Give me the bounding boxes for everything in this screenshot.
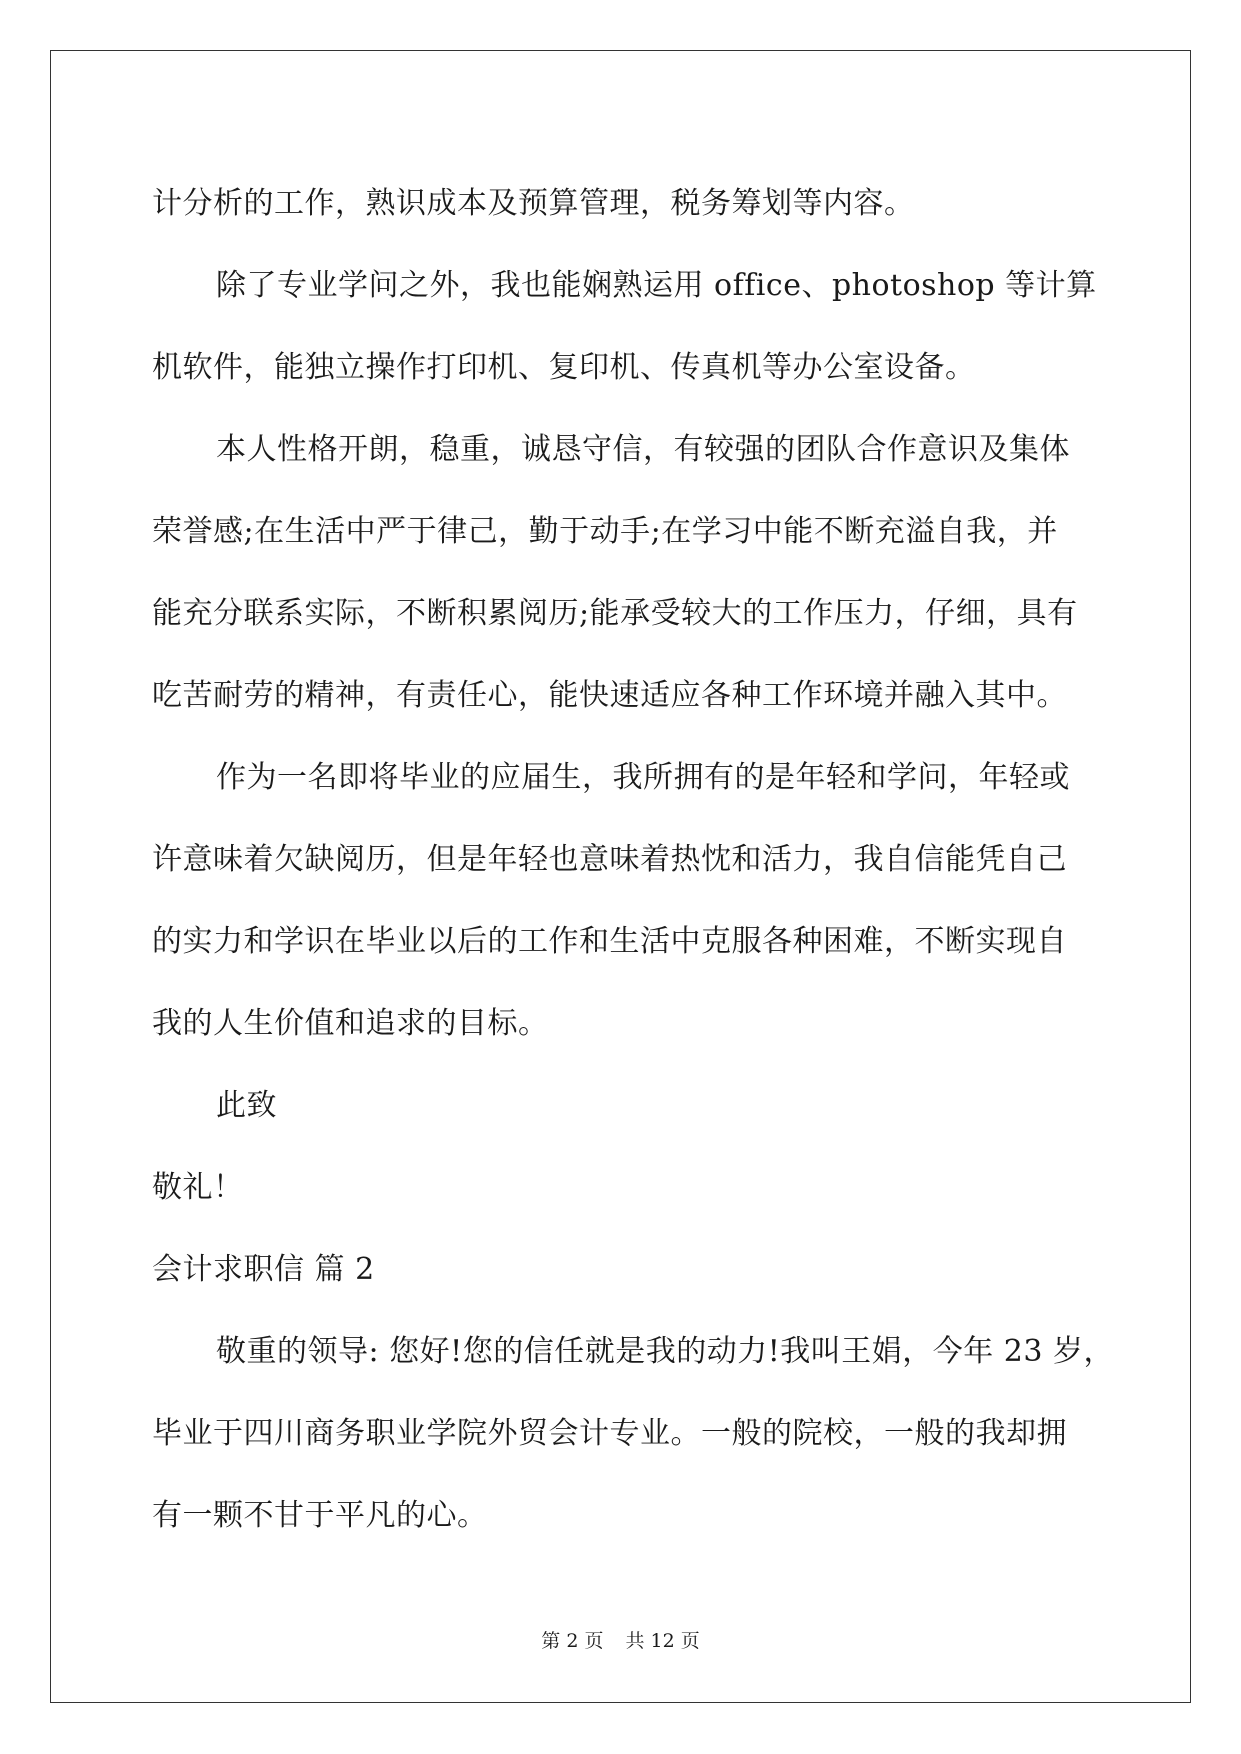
document-body xyxy=(152,163,1115,1557)
text-line: 有一颗不甘于平凡的心。 xyxy=(152,1498,488,1533)
text-line: 荣誉感;在生活中严于律己，勤于动手;在学习中能不断充溢自我，并 xyxy=(152,514,1058,549)
text-line: 的实力和学识在毕业以后的工作和生活中克服各种困难，不断实现自 xyxy=(152,924,1067,959)
text-line: 本人性格开朗，稳重，诚恳守信，有较强的团队合作意识及集体 xyxy=(216,432,1070,467)
section-heading: 会计求职信 篇 2 xyxy=(152,1252,375,1287)
text-line: 计分析的工作，熟识成本及预算管理，税务筹划等内容。 xyxy=(152,186,915,221)
text-line: 吃苦耐劳的精神，有责任心，能快速适应各种工作环境并融入其中。 xyxy=(152,678,1067,713)
text-line: 毕业于四川商务职业学院外贸会计专业。一般的院校，一般的我却拥 xyxy=(152,1416,1067,1451)
closing-regards: 敬礼！ xyxy=(152,1170,244,1205)
text-line: 敬重的领导: 您好!您的信任就是我的动力!我叫王娟，今年 23 岁， xyxy=(216,1334,1115,1369)
text-line: 我的人生价值和追求的目标。 xyxy=(152,1006,549,1041)
text-line: 除了专业学问之外，我也能娴熟运用 office、photoshop 等计算 xyxy=(216,268,1097,303)
text-line: 能充分联系实际，不断积累阅历;能承受较大的工作压力，仔细，具有 xyxy=(152,596,1078,631)
text-line: 许意味着欠缺阅历，但是年轻也意味着热忱和活力，我自信能凭自己 xyxy=(152,842,1067,877)
text-line: 机软件，能独立操作打印机、复印机、传真机等办公室设备。 xyxy=(152,350,976,385)
page-footer xyxy=(0,1626,1241,1653)
page-total: 共 12 页 xyxy=(625,1630,700,1652)
page-number: 第 2 页 xyxy=(541,1630,604,1652)
closing-salutation: 此致 xyxy=(216,1088,277,1123)
text-line: 作为一名即将毕业的应届生，我所拥有的是年轻和学问，年轻或 xyxy=(216,760,1070,795)
